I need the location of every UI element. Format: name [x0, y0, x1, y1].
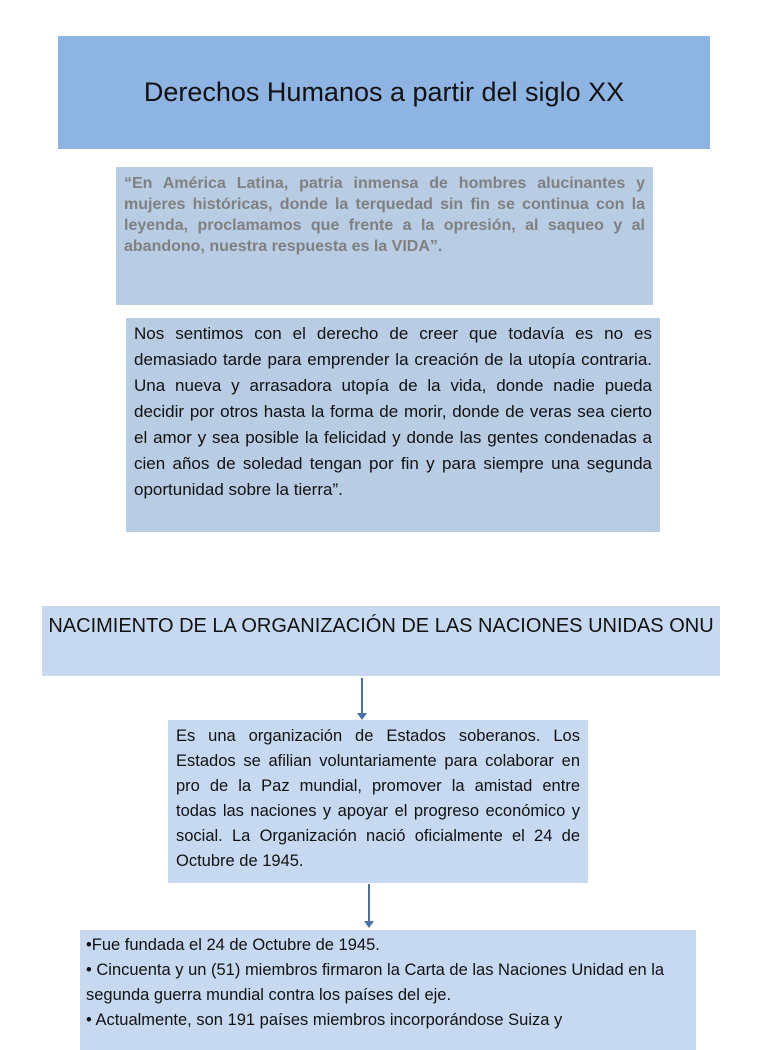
- page-title: Derechos Humanos a partir del siglo XX: [143, 77, 625, 107]
- title-box: [58, 36, 710, 149]
- onu-definition-box: Es una organización de Estados soberanos. Los Estados se afilian voluntariamente para colaborar en pro de la Paz mundial, promover la amistad entre todas las naciones y apoyar el progreso económico y social. La Organización nació oficialmente el 24 de Octubre de 1945.: [168, 720, 588, 883]
- fact-item: • Cincuenta y un (51) miembros firmaron la Carta de las Naciones Unidad en la segunda guerra mundial contra los países del eje.: [86, 961, 665, 1004]
- onu-heading-box: NACIMIENTO DE LA ORGANIZACIÓN DE LAS NACIONES UNIDAS ONU: [42, 606, 720, 676]
- fact-item: • Actualmente, son 191 países miembros incorporándose Suiza y: [86, 1011, 563, 1029]
- down-arrow-connector: [361, 678, 363, 714]
- facts-box: [80, 930, 696, 1050]
- paragraph-box: Nos sentimos con el derecho de creer que todavía es no es demasiado tarde para emprender la creación de la utopía contraria. Una nueva y arrasadora utopía de la vida, donde nadie pueda decidir por otros hasta la forma de morir, donde de veras sea cierto el amor y sea posible la felicidad y donde las gentes condenadas a cien años de soledad tengan por fin y para siempre una segunda oportunidad sobre la tierra”.: [126, 318, 660, 532]
- fact-item: •Fue fundada el 24 de Octubre de 1945.: [86, 936, 380, 954]
- down-arrow-connector: [368, 884, 370, 922]
- quote-box: “En América Latina, patria inmensa de hombres alucinantes y mujeres históricas, donde la terquedad sin fin se continua con la leyenda, proclamamos que frente a la opresión, al saqueo y al abandono, nuestra respuesta es la VIDA”.: [116, 167, 653, 305]
